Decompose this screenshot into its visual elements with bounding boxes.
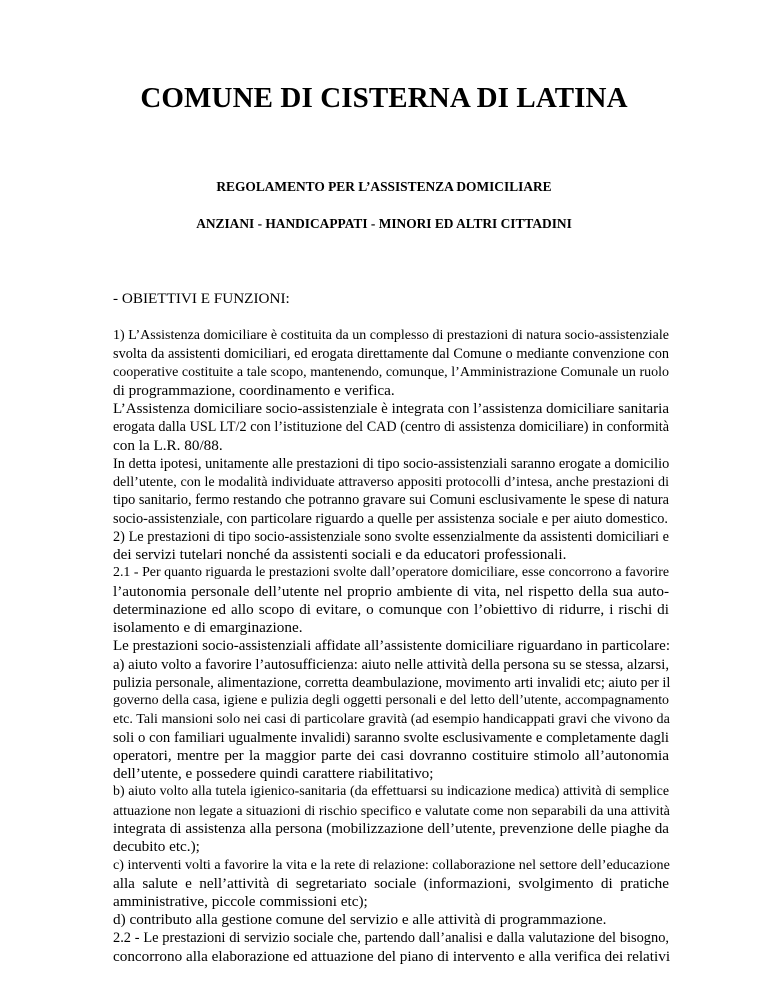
- body-line: di programmazione, coordinamento e verifica.: [113, 381, 395, 399]
- document-title: COMUNE DI CISTERNA DI LATINA: [140, 82, 628, 114]
- body-line: dei servizi tutelari nonché da assistenti sociali e da educatori professionali.: [113, 546, 567, 563]
- body-line: alla salute e nell’attività di segretariato sociale (informazioni, svolgimento di pratiche: [113, 874, 669, 892]
- body-line: governo della casa, igiene e pulizia degli oggetti personali e del letto dell’utente, accompagnamento: [113, 693, 669, 708]
- body-line: tipo sanitario, fermo restando che potranno gravare sui Comuni esclusivamente le spese di natura: [113, 492, 669, 509]
- body-line: 2.2 - Le prestazioni di servizio sociale che, partendo dall’analisi e dalla valutazione del bisogno,: [113, 930, 669, 947]
- body-line: Le prestazioni socio-assistenziali affidate all’assistente domiciliare riguardano in particolare:: [113, 638, 671, 655]
- body-line: pulizia personale, alimentazione, corretta deambulazione, movimento arti invalidi etc; aiuto per il: [113, 674, 671, 691]
- body-line: 1) L’Assistenza domiciliare è costituita da un complesso di prestazioni di natura socio-assistenziale: [113, 328, 669, 343]
- body-line: con la L.R. 80/88.: [113, 436, 223, 454]
- body-line: erogata dalla USL LT/2 con l’istituzione del CAD (centro di assistenza domiciliare) in conformità: [113, 419, 669, 436]
- body-line: concorrono alla elaborazione ed attuazione del piano di intervento e alla verifica dei relativi: [113, 947, 671, 965]
- body-line: dell’utente, con le modalità individuate attraverso appositi protocolli d’intesa, anche prestazioni di: [113, 474, 669, 490]
- body-line: svolta da assistenti domiciliari, ed erogata direttamente dal Comune o mediante convenzione con: [113, 346, 669, 363]
- body-line: operatori, mentre per la maggior parte dei casi dovranno costituire stimolo all’autonomia: [113, 746, 669, 764]
- body-line: 2) Le prestazioni di tipo socio-assistenziale sono svolte essenzialmente da assistenti domiciliari e: [113, 528, 669, 545]
- body-line: a) aiuto volto a favorire l’autosufficienza: aiuto nelle attività della persona su se stessa, alzarsi,: [113, 656, 670, 673]
- body-line: decubito etc.);: [113, 838, 200, 855]
- regulation-subtitle: REGOLAMENTO PER L’ASSISTENZA DOMICILIARE: [216, 179, 552, 194]
- body-line: 2.1 - Per quanto riguarda le prestazioni svolte dall’operatore domiciliare, esse concorrono a favorire: [113, 565, 669, 581]
- beneficiaries-subtitle: ANZIANI - HANDICAPPATI - MINORI ED ALTRI CITTADINI: [196, 216, 572, 231]
- body-line: cooperative costituite a tale scopo, mantenendo, comunque, l’Amministrazione Comunale un ruolo: [113, 364, 669, 380]
- section-heading: - OBIETTIVI E FUNZIONI:: [113, 290, 290, 307]
- body-line: soli o con familiari ugualmente invalidi) saranno svolte esclusivamente e completamente dagli: [113, 729, 669, 746]
- body-line: etc. Tali mansioni solo nei casi di particolare gravità (ad esempio handicappati gravi che vivono da: [113, 711, 670, 728]
- body-line: b) aiuto volto alla tutela igienico-sanitaria (da effettuarsi su indicazione medica) attività di semplice: [113, 784, 669, 800]
- body-line: L’Assistenza domiciliare socio-assistenziale è integrata con l’assistenza domiciliare sanitaria: [113, 401, 669, 417]
- body-line: amministrative, piccole commissioni etc);: [113, 892, 368, 910]
- body-line: isolamento e di emarginazione.: [113, 619, 303, 636]
- body-line: dell’utente, e possedere quindi carattere riabilitativo;: [113, 765, 434, 782]
- body-line: l’autonomia personale dell’utente nel proprio ambiente di vita, nel rispetto della sua auto-: [113, 582, 669, 600]
- body-text: [113, 327, 669, 966]
- body-line: integrata di assistenza alla persona (mobilizzazione dell’utente, prevenzione delle piaghe da: [113, 820, 669, 837]
- body-line: determinazione ed allo scopo di evitare, o comunque con l’obiettivo di ridurre, i rischi di: [113, 600, 669, 618]
- body-line: d) contributo alla gestione comune del servizio e alle attività di programmazione.: [113, 911, 607, 928]
- body-line: c) interventi volti a favorire la vita e la rete di relazione: collaborazione nel settore dell’educazione: [113, 857, 670, 874]
- body-line: socio-assistenziale, con particolare riguardo a quelle per assistenza sociale e per aiuto domestico.: [113, 510, 668, 527]
- body-line: In detta ipotesi, unitamente alle prestazioni di tipo socio-assistenziali saranno erogate a domicilio: [113, 455, 670, 472]
- body-line: attuazione non legate a situazioni di rischio specifico e valutate come non separabili da una attività: [113, 802, 670, 819]
